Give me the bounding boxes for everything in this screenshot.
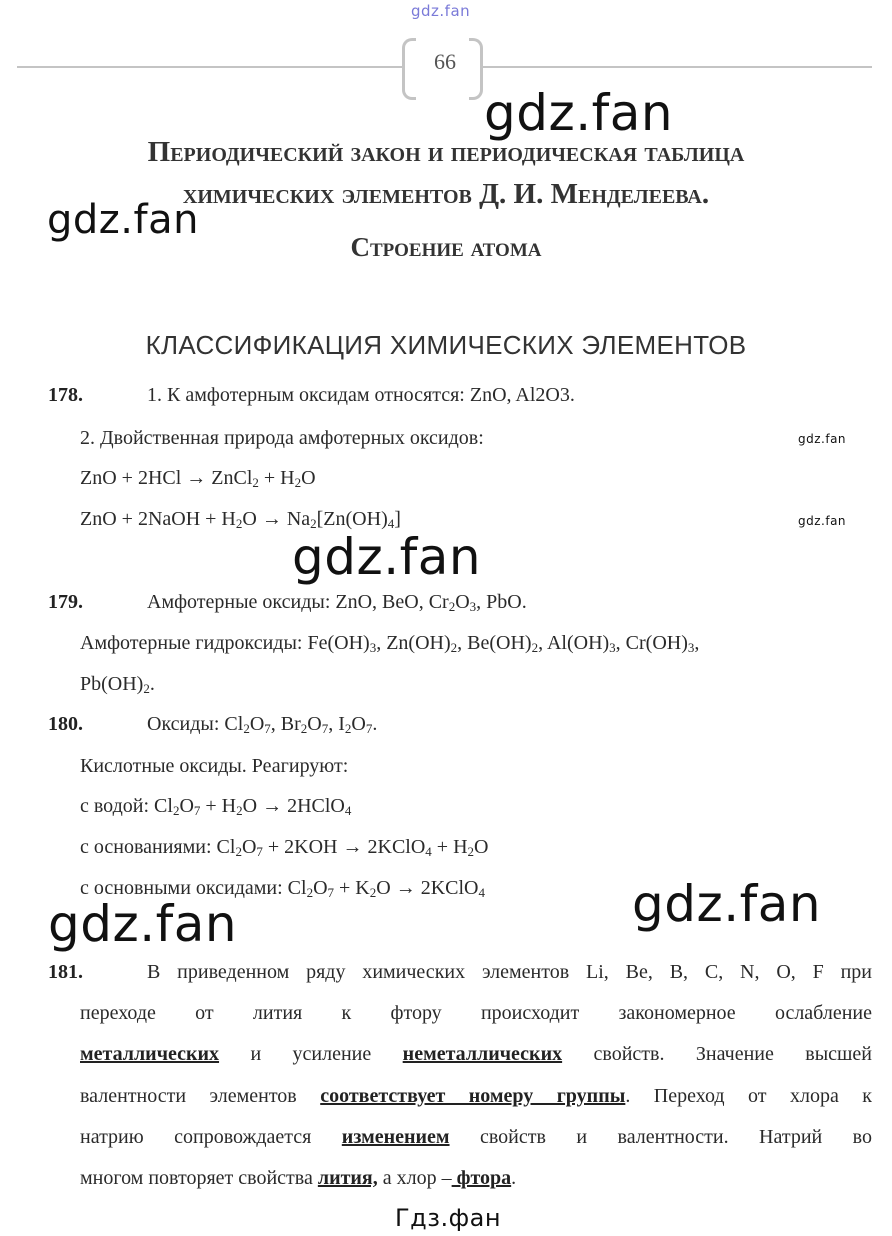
answer-metallic: металлических (80, 1043, 220, 1066)
exercise-181-line-1: В приведенном ряду химических элементов Li, Be, B, C, N, O, F при (147, 961, 872, 983)
answer-change: изменением (341, 1125, 450, 1148)
exercise-179-oxides: Амфотерные оксиды: ZnO, BeO, $Cr_2O_3$, PbO. (147, 591, 527, 614)
exercise-180-basic-oxides-reaction: с основными оксидами: $Cl_2O_7 + K_2O$ → 2KClO$_4$ (80, 877, 485, 900)
watermark-right-small-1: gdz.fan (798, 432, 847, 446)
page-number: 66 (434, 49, 456, 74)
chapter-subtitle: Строение атома (350, 232, 542, 262)
watermark-right-lower: gdz.fan (632, 875, 822, 933)
watermark-footer: Гдз.фан (395, 1204, 502, 1232)
watermark-header: gdz.fan (484, 84, 674, 142)
exercise-181-line-6: многом повторяет свойства лития, а хлор – фтора. (80, 1166, 517, 1189)
header-rule-right (483, 66, 872, 68)
exercise-180-oxides: Оксиды: $Cl_2O_7$, $Br_2O_7$, $I_2O_7$. (147, 713, 378, 736)
watermark-right-small-2: gdz.fan (798, 514, 847, 528)
exercise-180-acidic: Кислотные оксиды. Реагируют: (80, 755, 349, 777)
watermark-left-lower: gdz.fan (48, 895, 238, 953)
exercise-178-equation-2: ZnO + 2NaOH + $H_2O \to Na_2[Zn(OH)_4]$ (80, 508, 401, 531)
answer-group-number: соответствует номеру группы (320, 1084, 626, 1107)
exercise-180-number: 180. (48, 713, 83, 735)
exercise-178-item-2: 2. Двойственная природа амфотерных оксидов: (80, 427, 484, 449)
watermark-left-upper: gdz.fan (47, 197, 199, 243)
header-rule-left (17, 66, 402, 68)
chapter-title-line-2: химических элементов Д. И. Менделеева. (182, 178, 710, 210)
exercise-179-hydroxides-cont: $Pb(OH)_2$. (80, 673, 155, 696)
exercise-180-bases-reaction: с основаниями: $Cl_2O_7 + 2KOH$ → 2KClO$_4$ + $H_2O$ (80, 836, 489, 859)
chapter-title-line-1: Периодический закон и периодическая таблица (147, 136, 745, 168)
page-number-bracket-left (402, 38, 416, 100)
exercise-178-item-1: 1. К амфотерным оксидам относятся: ZnO, Al2O3. (147, 384, 575, 406)
exercise-181-line-4: валентности элементов соответствует номеру группы. Переход от хлора к (80, 1084, 873, 1107)
exercise-178-number: 178. (48, 384, 83, 406)
exercise-180-water-reaction: с водой: $Cl_2O_7 + H_2O$ → 2HClO$_4$ (80, 795, 352, 818)
answer-lithium: лития, (317, 1166, 378, 1189)
watermark-center: gdz.fan (292, 528, 482, 586)
section-heading: КЛАССИФИКАЦИЯ ХИМИЧЕСКИХ ЭЛЕМЕНТОВ (145, 330, 747, 360)
exercise-181-line-5: натрию сопровождается изменением свойств и валентности. Натрий во (80, 1125, 872, 1148)
exercise-178-equation-1: ZnO + 2HCl → ZnCl$_2$ + $H_2O$ (80, 467, 316, 490)
exercise-181-line-2: переходе от лития к фтору происходит закономерное ослабление (80, 1002, 872, 1025)
answer-nonmetallic: неметаллических (402, 1043, 563, 1066)
exercise-181-number: 181. (48, 961, 83, 983)
watermark-top: gdz.fan (411, 2, 471, 20)
exercise-181-line-3: металлических и усиление неметаллических свойств. Значение высшей (80, 1043, 872, 1066)
page-number-bracket-right (469, 38, 483, 100)
exercise-179-hydroxides: Амфотерные гидроксиды: $Fe(OH)_3$, $Zn(OH)_2$, $Be(OH)_2$, $Al(OH)_3$, $Cr(OH)_3$, (80, 632, 700, 655)
exercise-181-paragraph (80, 952, 872, 1199)
exercise-179-number: 179. (48, 591, 83, 613)
answer-fluorine: фтора (451, 1166, 512, 1189)
